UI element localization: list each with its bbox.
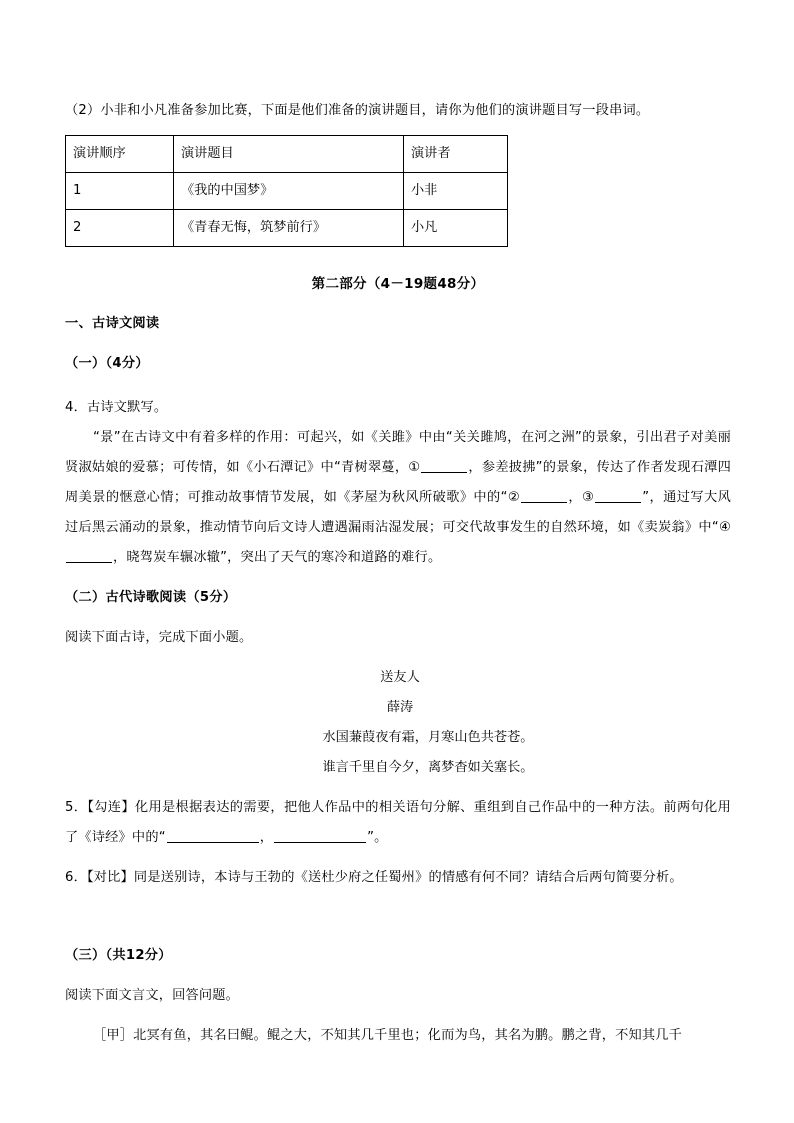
table-cell-order: 2 <box>66 210 174 247</box>
page-content <box>65 96 731 1051</box>
q4-text-c: ，③ <box>568 490 595 505</box>
poem-line-1: 水国蒹葭夜有霜，月寒山色共苍苍。 <box>322 730 534 745</box>
poem-author: 薛涛 <box>386 700 414 715</box>
subsection-title-two: （二）古代诗歌阅读（5分） <box>65 590 237 605</box>
blank-3[interactable] <box>595 489 641 503</box>
table-row <box>66 173 508 210</box>
table-cell-person: 小非 <box>404 173 508 210</box>
spacer <box>65 613 731 623</box>
spacer <box>65 893 731 923</box>
spacer <box>65 853 731 863</box>
passage-jia: ［甲］北冥有鱼，其名曰鲲。鲲之大，不知其几千里也；化而为鸟，其名为鹏。鹏之背，不知其几千 <box>93 1028 683 1043</box>
part-header: 第二部分（4－19题48分） <box>311 276 485 292</box>
table-header-person: 演讲者 <box>404 136 508 173</box>
subsection-three-instruction: 阅读下面文言文，回答问题。 <box>65 988 240 1003</box>
spacer <box>65 971 731 981</box>
q5-text-c: ”。 <box>367 830 388 845</box>
blank-4[interactable] <box>66 549 112 563</box>
speech-topics-table <box>65 135 508 247</box>
spacer <box>65 653 731 663</box>
blank-5a[interactable] <box>167 829 259 843</box>
table-cell-title: 《青春无悔，筑梦前行》 <box>174 210 404 247</box>
question-4-body <box>65 423 731 573</box>
poem-line-2: 谁言千里自今夕，离梦杳如关塞长。 <box>322 760 534 775</box>
poem-title: 送友人 <box>380 670 420 685</box>
blank-5b[interactable] <box>274 829 366 843</box>
q5-text-b: ， <box>259 830 274 845</box>
blank-2[interactable] <box>521 489 567 503</box>
subsection-title-one: （一）（4分） <box>65 356 149 371</box>
spacer <box>65 573 731 583</box>
table-header-order: 演讲顺序 <box>66 136 174 173</box>
table-row <box>66 210 508 247</box>
spacer <box>65 783 731 793</box>
table-header-title: 演讲题目 <box>174 136 404 173</box>
spacer <box>65 247 731 269</box>
question-2-prompt: （2）小非和小凡准备参加比赛，下面是他们准备的演讲题目，请你为他们的演讲题目写一段串词。 <box>65 103 650 118</box>
table-header-row <box>66 136 508 173</box>
section-title-one: 一、古诗文阅读 <box>65 316 160 331</box>
question-4-label: 4．古诗文默写。 <box>65 400 168 415</box>
q4-text-d: ”，通过写大风过后黑云涌动的景象，推动情节向后文诗人遭遇漏雨沾湿发展；可交代故事发生的自然环境，如《卖炭翁》中“④ <box>65 490 732 535</box>
spacer <box>65 299 731 309</box>
table-cell-order: 1 <box>66 173 174 210</box>
subsection-two-instruction: 阅读下面古诗，完成下面小题。 <box>65 630 253 645</box>
q5-text-a: 5．【勾连】化用是根据表达的需要，把他人作品中的相关语句分解、重组到自己作品中的一种方法。前两句化用了《诗经》中的“ <box>65 800 731 845</box>
question-5 <box>65 793 731 853</box>
spacer <box>65 1011 731 1021</box>
spacer <box>65 379 731 393</box>
table-cell-person: 小凡 <box>404 210 508 247</box>
q4-text-b: ，参差披拂”的景象，传达了作者发现石潭四周美景的惬意心情；可推动故事情节发展，如《茅屋为秋风所破歌》中的“② <box>65 460 731 505</box>
subsection-title-three: （三）（共12分） <box>65 948 172 963</box>
spacer <box>65 339 731 349</box>
blank-1[interactable] <box>421 459 467 473</box>
question-6: 6．【对比】同是送别诗，本诗与王勃的《送杜少府之任蜀州》的情感有何不同？请结合后两句简要分析。 <box>65 870 683 885</box>
table-cell-title: 《我的中国梦》 <box>174 173 404 210</box>
q4-text-e: ，晓驾炭车辗冰辙”，突出了天气的寒冷和道路的难行。 <box>113 550 442 565</box>
spacer <box>65 923 731 941</box>
q4-text-a: “景”在古诗文中有着多样的作用：可起兴，如《关雎》中由“关关雎鸠，在河之洲”的景象，引出君子对美丽贤淑姑娘的爱慕；可传情，如《小石潭记》中“青树翠蔓，① <box>65 430 731 475</box>
